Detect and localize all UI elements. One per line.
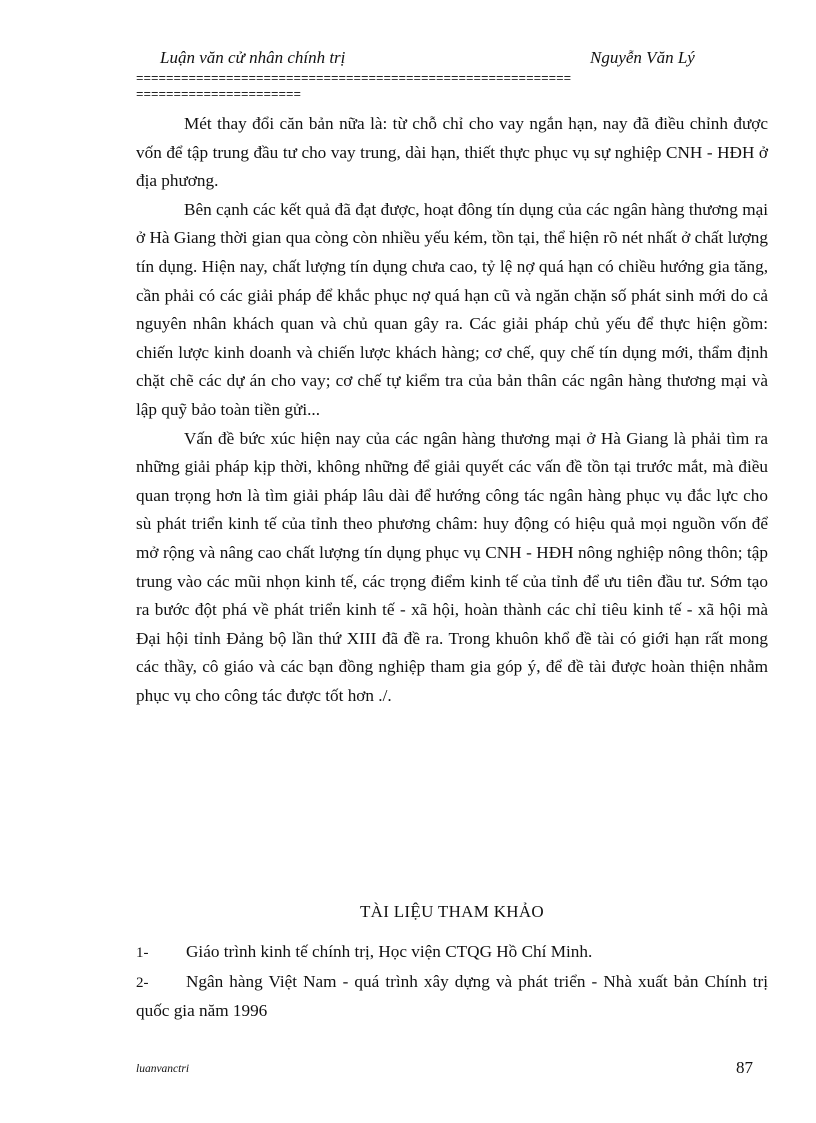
page-header <box>160 48 720 72</box>
header-rule-line-2: ====================== <box>136 88 302 102</box>
page-number: 87 <box>736 1058 753 1077</box>
header-thesis-title: Luận văn cử nhân chính trị <box>160 48 346 67</box>
header-author-name: Nguyễn Văn Lý <box>590 48 695 67</box>
header-rule-line-1: ========================================================== <box>136 72 572 86</box>
body-paragraph-3: Vấn đề bức xúc hiện nay của các ngân hàng thương mại ở Hà Giang là phải tìm ra những giải pháp kịp thời, không những để giải quyết các vấn đề tồn tại trước mắt, mà điều quan trọng hơn là tìm giải pháp lâu dài để hướng công tác ngân hàng phục vụ đắc lực cho sù phát triển kinh tế của tỉnh theo phương châm: huy động có hiệu quả mọi nguồn vốn để mở rộng và nâng cao chất lượng tín dụng phục vụ CNH - HĐH nông nghiệp nông thôn; tập trung vào các mũi nhọn kinh tế, các trọng điểm kinh tế của tỉnh để ưu tiên đầu tư. Sớm tạo ra bước đột phá về phát triển kinh tế - xã hội, hoàn thành các chỉ tiêu kinh tế - xã hội mà Đại hội tỉnh Đảng bộ lần thứ XIII đã đề ra. Trong khuôn khổ đề tài có giới hạn rất mong các thầy, cô giáo và các bạn đồng nghiệp tham gia góp ý, để đề tài được hoàn thiện nhằm phục vụ cho công tác được tốt hơn ./. <box>136 428 768 705</box>
reference-text-1: Giáo trình kinh tế chính trị, Học viện CTQG Hồ Chí Minh. <box>186 942 593 961</box>
references-title: TÀI LIỆU THAM KHẢO <box>359 902 545 921</box>
footer-source-label: luanvanctri <box>136 1063 190 1075</box>
references-list <box>136 938 768 1026</box>
reference-text-2: Ngân hàng Việt Nam - quá trình xây dựng và phát triển - Nhà xuất bản Chính trị quốc gia năm 1996 <box>136 971 768 1021</box>
reference-number-2: 2- <box>136 974 149 991</box>
reference-item-2 <box>136 968 768 1026</box>
body-text <box>136 110 768 710</box>
body-paragraph-2: Bên cạnh các kết quả đã đạt được, hoạt đông tín dụng của các ngân hàng thương mại ở Hà Giang thời gian qua còng còn nhiều yếu kém, tồn tại, thể hiện rõ nét nhất ở chất lượng tín dụng. Hiện nay, chất lượng tín dụng chưa cao, tỷ lệ nợ quá hạn có chiều hướng gia tăng, cần phải có các giải pháp để khắc phục nợ quá hạn cũ và ngăn chặn số phát sinh mới do cả nguyên nhân khách quan và chủ quan gây ra. Các giải pháp chủ yếu để thực hiện gồm: chiến lược kinh doanh và chiến lược khách hàng; cơ chế, quy chế tín dụng mới, thẩm định chặt chẽ các dự án cho vay; cơ chế tự kiểm tra của bản thân các ngân hàng thương mại và lập quỹ bảo toàn tiền gửi... <box>136 199 768 419</box>
reference-item-1 <box>136 938 768 968</box>
reference-number-1: 1- <box>136 945 149 961</box>
body-paragraph-1: Mét thay đổi căn bản nữa là: từ chỗ chỉ cho vay ngắn hạn, nay đã điều chỉnh được vốn để tập trung đầu tư cho vay trung, dài hạn, thiết thực phục vụ sự nghiệp CNH - HĐH ở địa phương. <box>136 114 768 191</box>
